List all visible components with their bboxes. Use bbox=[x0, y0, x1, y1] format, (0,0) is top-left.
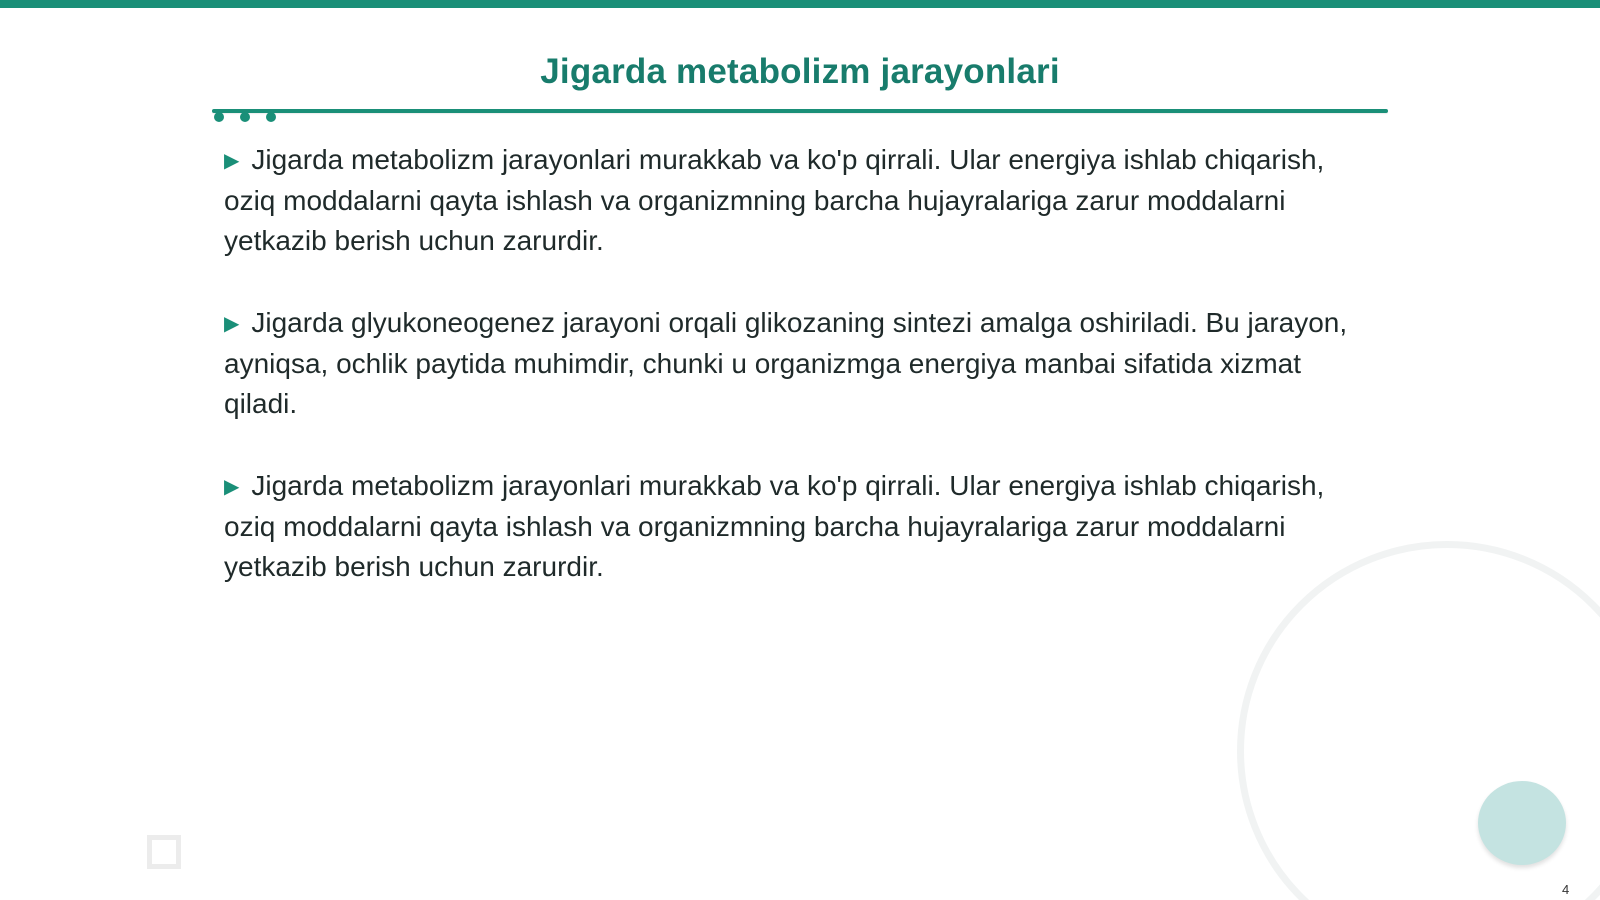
title-underline bbox=[212, 109, 1388, 113]
bullet-text: Jigarda metabolizm jarayonlari murakkab va ko'p qirrali. Ular energiya ishlab chiqarish, oziq moddalarni qayta ishlash va organizmning barcha hujayralariga zarur moddalarni yetkazib berish uchun zarurdir. bbox=[224, 470, 1325, 582]
bullet-item bbox=[224, 303, 1374, 424]
decorative-ball bbox=[1478, 781, 1566, 865]
bullet-text: Jigarda metabolizm jarayonlari murakkab va ko'p qirrali. Ular energiya ishlab chiqarish, oziq moddalarni qayta ishlash va organizmning barcha hujayralariga zarur moddalarni yetkazib berish uchun zarurdir. bbox=[224, 144, 1325, 256]
bullet-list bbox=[224, 140, 1374, 629]
bullet-item bbox=[224, 466, 1374, 587]
bullet-arrow-icon: ▶ bbox=[224, 476, 240, 498]
underline-dot bbox=[240, 112, 250, 122]
bullet-text: Jigarda glyukoneogenez jarayoni orqali glikozaning sintezi amalga oshiriladi. Bu jarayon, ayniqsa, ochlik paytida muhimdir, chunki u organizmga energiya manbai sifatida xizmat qiladi. bbox=[224, 307, 1348, 419]
underline-dot bbox=[266, 112, 276, 122]
bullet-arrow-icon: ▶ bbox=[224, 150, 240, 172]
top-accent-bar bbox=[0, 0, 1600, 8]
underline-dot bbox=[214, 112, 224, 122]
page-number: 4 bbox=[1562, 882, 1570, 897]
bullet-arrow-icon: ▶ bbox=[224, 313, 240, 335]
bullet-item bbox=[224, 140, 1374, 261]
slide-title: Jigarda metabolizm jarayonlari bbox=[540, 52, 1060, 91]
decorative-square bbox=[147, 835, 181, 869]
